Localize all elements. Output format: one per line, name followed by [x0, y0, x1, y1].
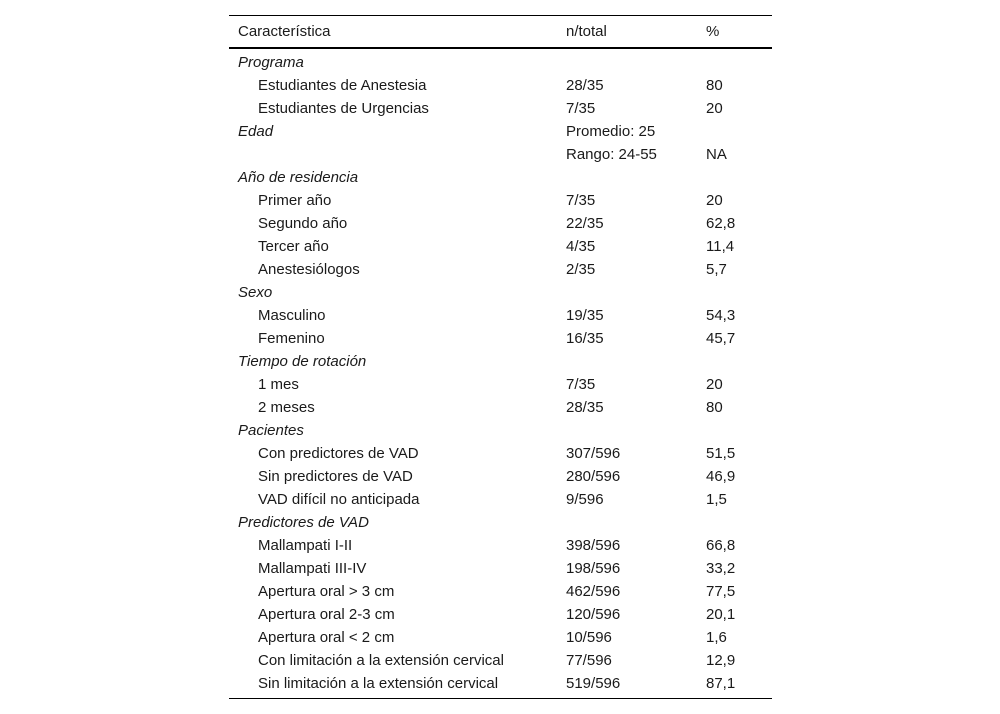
row-ntotal: 519/596 [557, 672, 697, 699]
row-ntotal: 16/35 [566, 330, 604, 347]
row-percent: 20 [706, 192, 723, 209]
section-row [229, 48, 772, 74]
row-percent: 77,5 [706, 583, 736, 600]
row-label: Apertura oral > 3 cm [258, 583, 395, 600]
table-header [229, 16, 772, 49]
row-ntotal: 28/35 [566, 77, 604, 94]
section-row [229, 166, 772, 189]
table-body [229, 48, 772, 699]
row-percent [697, 350, 772, 373]
row-ntotal: 398/596 [566, 537, 621, 554]
row-ntotal [557, 166, 697, 189]
row-ntotal: 198/596 [566, 560, 621, 577]
table-row [229, 189, 772, 212]
row-label [229, 143, 557, 166]
row-ntotal: Rango: 24-55 [566, 146, 657, 163]
row-ntotal: 4/35 [566, 238, 596, 255]
row-ntotal: 7/35 [566, 376, 596, 393]
row-percent: 20,1 [706, 606, 736, 623]
table-row [229, 396, 772, 419]
section-label: Predictores de VAD [238, 514, 369, 531]
header-ntotal: n/total [566, 23, 607, 40]
row-label: Apertura oral < 2 cm [258, 629, 395, 646]
row-percent: 62,8 [706, 215, 736, 232]
row-percent [697, 166, 772, 189]
table-row [229, 580, 772, 603]
row-percent: 5,7 [706, 261, 727, 278]
row-label: Anestesiólogos [258, 261, 360, 278]
row-percent: 1,5 [706, 491, 727, 508]
row-percent: 80 [706, 77, 723, 94]
row-percent [697, 419, 772, 442]
row-ntotal [557, 511, 697, 534]
row-label: Con predictores de VAD [258, 445, 419, 462]
table-row [229, 465, 772, 488]
row-label: Masculino [258, 307, 326, 324]
row-ntotal: 22/35 [566, 215, 604, 232]
section-label: Pacientes [238, 422, 304, 439]
header-percent: % [706, 23, 720, 40]
characteristics-table [229, 15, 772, 699]
row-percent: 20 [706, 100, 723, 117]
table-row [229, 97, 772, 120]
row-ntotal: 120/596 [566, 606, 621, 623]
table-row [229, 672, 772, 699]
row-percent [697, 281, 772, 304]
row-percent: 12,9 [706, 652, 736, 669]
row-label: VAD difícil no anticipada [258, 491, 420, 508]
table-row [229, 649, 772, 672]
row-label: 2 meses [258, 399, 315, 416]
header-characteristic: Característica [238, 23, 331, 40]
row-percent: 51,5 [706, 445, 736, 462]
row-percent: 54,3 [706, 307, 736, 324]
characteristics-table-container [229, 15, 772, 699]
row-percent [697, 48, 772, 74]
section-row [229, 350, 772, 373]
row-percent: 80 [706, 399, 723, 416]
table-row [229, 327, 772, 350]
row-label: Con limitación a la extensión cervical [258, 652, 504, 669]
table-row [229, 373, 772, 396]
table-row [229, 442, 772, 465]
section-row [229, 419, 772, 442]
row-ntotal: 2/35 [566, 261, 596, 278]
row-label: 1 mes [258, 376, 299, 393]
row-percent: 11,4 [706, 238, 735, 255]
table-row [229, 74, 772, 97]
table-row [229, 212, 772, 235]
row-ntotal [557, 281, 697, 304]
table-row [229, 488, 772, 511]
row-label: Mallampati III-IV [258, 560, 367, 577]
row-label: Apertura oral 2-3 cm [258, 606, 395, 623]
row-percent: 87,1 [697, 672, 772, 699]
section-label: Tiempo de rotación [238, 353, 367, 370]
row-ntotal: Promedio: 25 [566, 123, 656, 140]
row-percent: 33,2 [706, 560, 736, 577]
table-row [229, 304, 772, 327]
row-percent: NA [706, 146, 727, 163]
table-row [229, 143, 772, 166]
row-label: Mallampati I-II [258, 537, 353, 554]
row-label: Sin predictores de VAD [258, 468, 413, 485]
row-label: Sin limitación a la extensión cervical [229, 672, 557, 699]
row-ntotal: 7/35 [566, 192, 596, 209]
row-percent: 20 [706, 376, 723, 393]
table-row [229, 534, 772, 557]
section-row [229, 281, 772, 304]
row-ntotal [557, 350, 697, 373]
row-ntotal: 280/596 [566, 468, 621, 485]
row-percent [697, 511, 772, 534]
row-ntotal [557, 419, 697, 442]
section-label: Programa [238, 54, 304, 71]
row-percent: 45,7 [706, 330, 736, 347]
row-label: Tercer año [258, 238, 329, 255]
row-ntotal: 19/35 [566, 307, 604, 324]
header-row [229, 16, 772, 49]
table-row [229, 557, 772, 580]
row-label: Estudiantes de Anestesia [258, 77, 427, 94]
row-label: Segundo año [258, 215, 348, 232]
section-row [229, 120, 772, 143]
row-ntotal: 77/596 [566, 652, 612, 669]
section-label: Año de residencia [238, 169, 359, 186]
section-label: Sexo [238, 284, 273, 301]
row-ntotal [557, 48, 697, 74]
table-row [229, 258, 772, 281]
table-row [229, 626, 772, 649]
section-label: Edad [238, 123, 274, 140]
row-label: Primer año [258, 192, 332, 209]
row-ntotal: 10/596 [566, 629, 612, 646]
table-row [229, 235, 772, 258]
row-ntotal: 9/596 [566, 491, 604, 508]
row-label: Estudiantes de Urgencias [258, 100, 429, 117]
row-ntotal: 462/596 [566, 583, 621, 600]
row-percent: 66,8 [706, 537, 736, 554]
row-percent: 1,6 [706, 629, 727, 646]
row-ntotal: 7/35 [566, 100, 596, 117]
row-percent: 46,9 [706, 468, 736, 485]
row-percent [697, 120, 772, 143]
row-label: Femenino [258, 330, 325, 347]
section-row [229, 511, 772, 534]
table-row [229, 603, 772, 626]
row-ntotal: 28/35 [566, 399, 604, 416]
row-ntotal: 307/596 [566, 445, 621, 462]
